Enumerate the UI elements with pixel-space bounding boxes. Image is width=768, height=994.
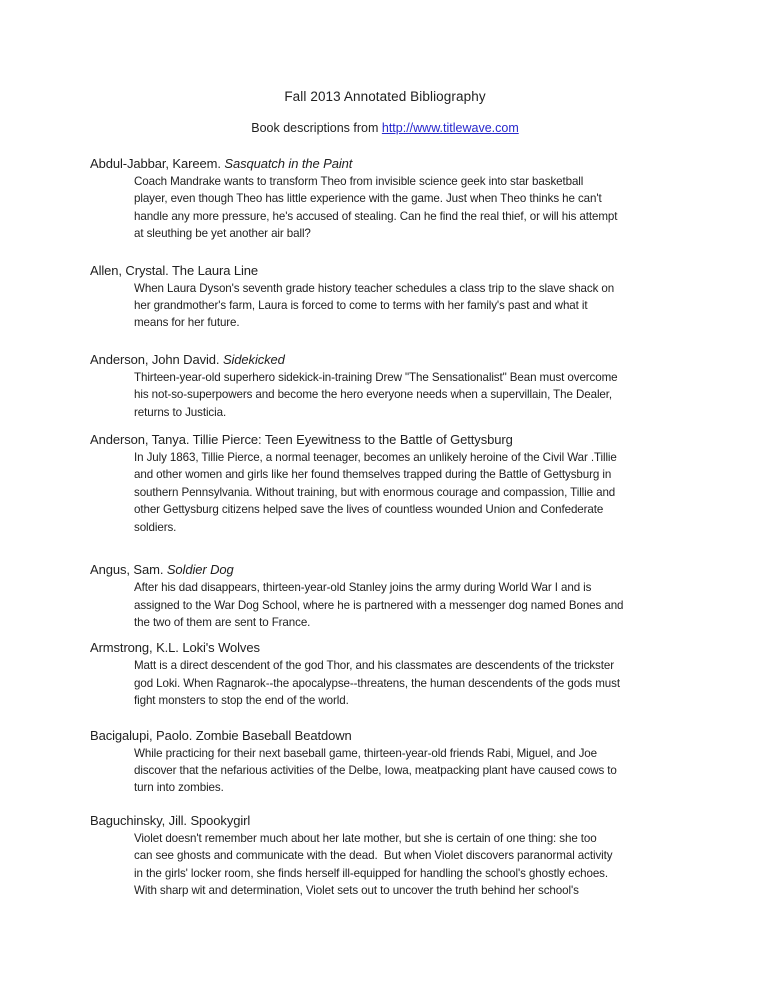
entry-description bbox=[134, 830, 680, 900]
entry-author: Anderson, John David. bbox=[90, 351, 223, 367]
entry-author-line bbox=[90, 431, 680, 448]
description-line: Thirteen-year-old superhero sidekick-in-training Drew "The Sensationalist" Bean must overcome bbox=[134, 370, 618, 384]
description-line: other Gettysburg citizens helped save the lives of countless wounded Union and Confederate bbox=[134, 503, 604, 517]
description-line: can see ghosts and communicate with the dead. But when Violet discovers paranormal activity bbox=[134, 849, 613, 863]
entry-book-title: Soldier Dog bbox=[166, 562, 234, 578]
description-line: assigned to the War Dog School, where he is partnered with a messenger dog named Bones and bbox=[134, 598, 624, 612]
entry-book-title: Sidekicked bbox=[222, 351, 285, 367]
description-line: in the girls' locker room, she finds herself ill-equipped for handling the school's ghostly echoes. bbox=[134, 866, 608, 880]
description-line: his not-so-superpowers and become the hero everyone needs when a supervillain, The Dealer, bbox=[134, 388, 613, 402]
entry-author: Anderson, Tanya. bbox=[90, 432, 193, 448]
bibliography-entry bbox=[90, 561, 680, 631]
entry-author-line bbox=[90, 561, 680, 578]
entry-author: Baguchinsky, Jill. bbox=[90, 812, 191, 828]
entry-author-line bbox=[90, 351, 680, 368]
bibliography-list bbox=[90, 155, 680, 899]
description-line: discover that the nefarious activities of the Delbe, Iowa, meatpacking plant have caused cows to bbox=[134, 763, 617, 777]
entry-author-line bbox=[90, 727, 680, 744]
entry-book-title: Zombie Baseball Beatdown bbox=[195, 727, 352, 743]
description-line: returns to Justicia. bbox=[134, 405, 227, 419]
entry-author-line bbox=[90, 155, 680, 172]
bibliography-entry bbox=[90, 431, 680, 536]
entry-author: Allen, Crystal. bbox=[90, 262, 172, 278]
entry-book-title: Spookygirl bbox=[190, 812, 251, 828]
bibliography-entry bbox=[90, 727, 680, 797]
description-line: In July 1863, Tillie Pierce, a normal teenager, becomes an unlikely heroine of the Civil War .Tillie bbox=[134, 451, 617, 465]
description-line: With sharp wit and determination, Violet sets out to uncover the truth behind her school's bbox=[134, 883, 579, 897]
entry-book-title: Loki's Wolves bbox=[182, 640, 260, 656]
description-line: turn into zombies. bbox=[134, 781, 224, 795]
bibliography-entry bbox=[90, 262, 680, 332]
entry-author: Abdul-Jabbar, Kareem. bbox=[90, 156, 225, 171]
description-line: her grandmother's farm, Laura is forced to come to terms with her family's past and what it bbox=[134, 299, 588, 313]
description-line: and other women and girls like her found themselves trapped during the Battle of Gettysburg in bbox=[134, 468, 612, 482]
bibliography-entry bbox=[90, 351, 680, 421]
description-line: handle any more pressure, he's accused of stealing. Can he find the real thief, or will his attempt bbox=[134, 209, 618, 223]
description-line: fight monsters to stop the end of the world. bbox=[134, 694, 349, 708]
entry-description bbox=[134, 579, 680, 631]
bibliography-entry bbox=[90, 639, 680, 709]
description-line: means for her future. bbox=[134, 316, 240, 330]
entry-author: Bacigalupi, Paolo. bbox=[90, 727, 196, 743]
description-line: After his dad disappears, thirteen-year-old Stanley joins the army during World War I and is bbox=[134, 581, 592, 595]
entry-book-title: Sasquatch in the Paint bbox=[224, 156, 353, 171]
description-line: god Loki. When Ragnarok--the apocalypse--threatens, the human descendents of the gods must bbox=[134, 676, 620, 690]
bibliography-entry bbox=[90, 155, 680, 243]
entry-description bbox=[134, 369, 680, 421]
description-line: While practicing for their next baseball game, thirteen-year-old friends Rabi, Miguel, and Joe bbox=[134, 746, 597, 760]
entry-book-title: The Laura Line bbox=[171, 262, 259, 278]
entry-author-line bbox=[90, 639, 680, 656]
description-line: southern Pennsylvania. Without training, but with enormous courage and compassion, Tillie and bbox=[134, 485, 616, 499]
description-line: When Laura Dyson's seventh grade history teacher schedules a class trip to the slave shack on bbox=[134, 281, 615, 295]
description-line: the two of them are sent to France. bbox=[134, 615, 311, 629]
entry-author: Armstrong, K.L. bbox=[90, 640, 183, 656]
subtitle-prefix: Book descriptions from bbox=[251, 121, 382, 135]
entry-description bbox=[134, 173, 680, 243]
entry-description bbox=[134, 657, 680, 709]
entry-description bbox=[134, 745, 680, 797]
subtitle bbox=[90, 121, 680, 136]
bibliography-entry bbox=[90, 812, 680, 900]
page-title: Fall 2013 Annotated Bibliography bbox=[284, 89, 486, 104]
description-line: Violet doesn't remember much about her late mother, but she is certain of one thing: she too bbox=[134, 831, 597, 845]
description-line: soldiers. bbox=[134, 520, 177, 534]
titlewave-link[interactable]: http://www.titlewave.com bbox=[381, 121, 519, 135]
description-line: player, even though Theo has little experience with the game. Just when Theo thinks he can't bbox=[134, 192, 602, 206]
entry-description bbox=[134, 280, 680, 332]
entry-author-line bbox=[90, 262, 680, 279]
entry-book-title: Tillie Pierce: Teen Eyewitness to the Battle of Gettysburg bbox=[192, 432, 513, 448]
entry-author: Angus, Sam. bbox=[90, 562, 167, 578]
description-line: Matt is a direct descendent of the god Thor, and his classmates are descendents of the trickster bbox=[134, 659, 614, 673]
entry-description bbox=[134, 449, 680, 536]
entry-author-line bbox=[90, 812, 680, 829]
description-line: at sleuthing be yet another air ball? bbox=[134, 227, 311, 241]
description-line: Coach Mandrake wants to transform Theo from invisible science geek into star basketball bbox=[134, 175, 584, 188]
